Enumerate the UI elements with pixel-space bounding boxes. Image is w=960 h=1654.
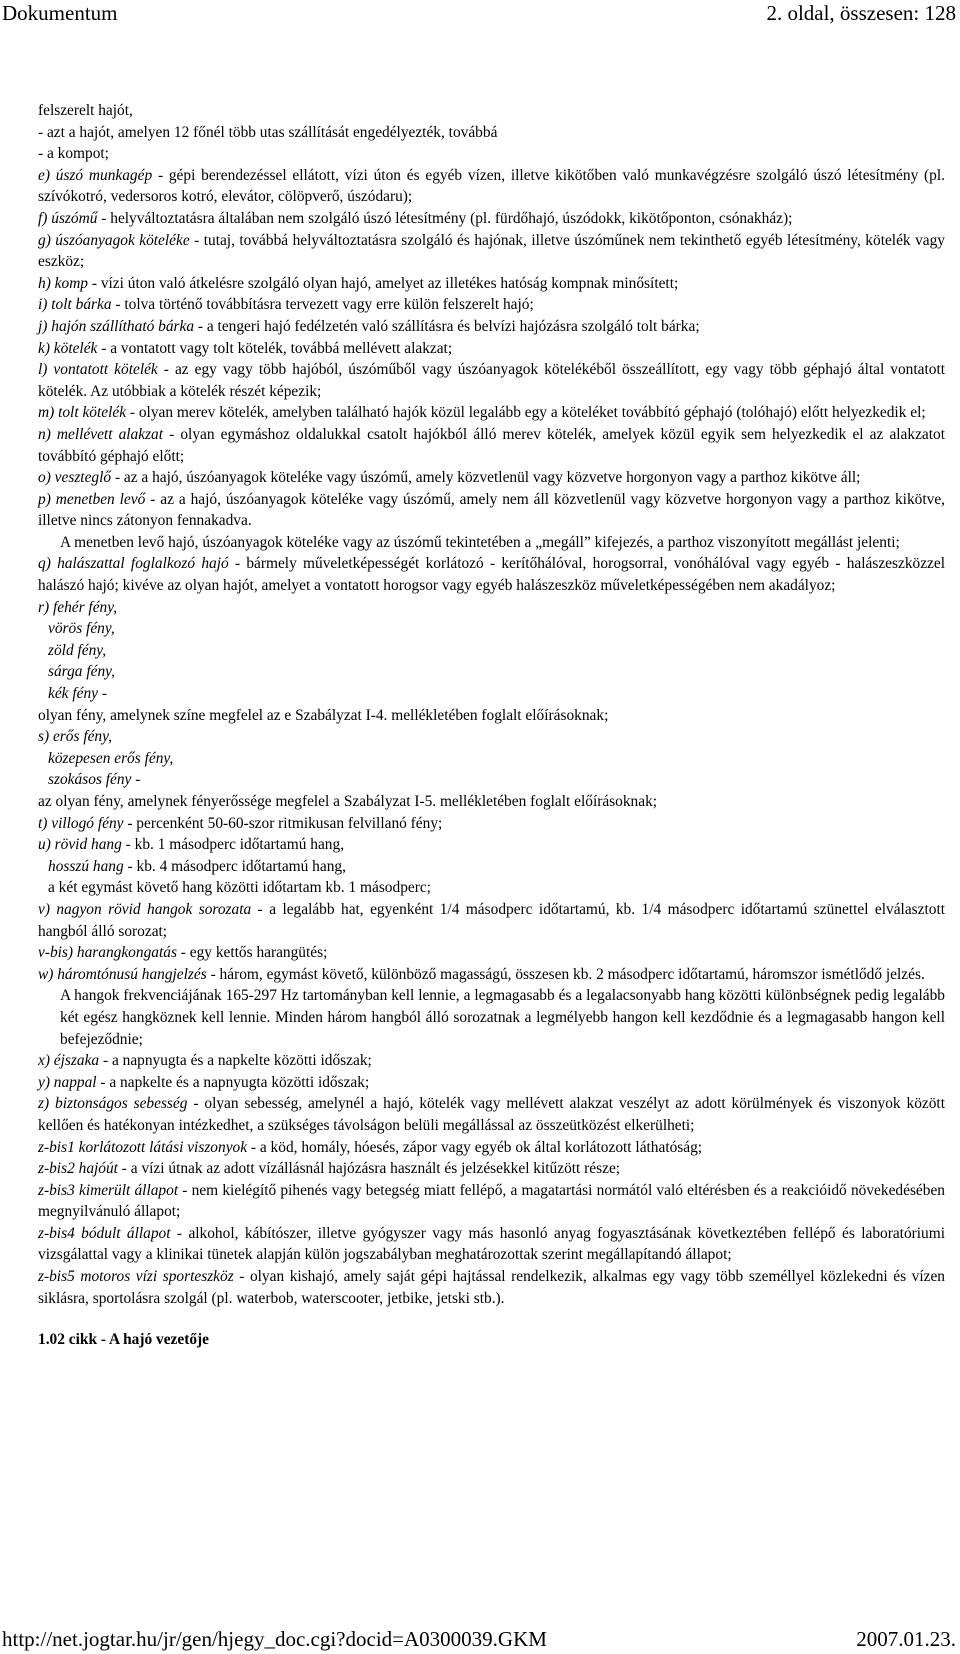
list-item: vörös fény,	[48, 620, 115, 638]
term: i) tolt bárka	[38, 296, 112, 314]
definition-z-bis2: z-bis2 hajóút - a vízi útnak az adott vízállásnál hajózásra használt és jelzésekkel kitűzött része;	[38, 1160, 621, 1178]
definition-r: r) fehér fény,	[38, 598, 118, 616]
definition-z-bis3: z-bis3 kimerült állapot - nem kielégítő pihenés vagy betegség miatt fellépő, a magatartási normától való eltérésben és a reakcióidő növekedésében megnyilvánuló állapot;	[38, 1181, 945, 1221]
term: x) éjszaka	[38, 1052, 100, 1070]
term: w) háromtónusú hangjelzés	[38, 965, 207, 983]
definition-i: i) tolt bárka - tolva történő továbbításra tervezett vagy erre külön felszerelt hajó;	[38, 296, 534, 314]
list-item: sárga fény,	[48, 663, 115, 681]
definition-x: x) éjszaka - a napnyugta és a napkelte közötti időszak;	[38, 1052, 372, 1070]
definition-z-bis1: z-bis1 korlátozott látási viszonyok - a köd, homály, hóesés, zápor vagy egyéb ok által korlátozott láthatóság;	[38, 1138, 703, 1156]
definition-g: g) úszóanyagok köteléke - tutaj, továbbá helyváltoztatásra szolgáló és hajónak, illetve úszóműnek nem tekinthető egyéb létesítmény, kötelék vagy eszköz;	[38, 231, 945, 271]
page-counter: 2. oldal, összesen: 128	[766, 1, 956, 25]
term: v-bis) harangkongatás	[38, 944, 177, 962]
term: o) veszteglő	[38, 469, 112, 487]
definition-j: j) hajón szállítható bárka - a tengeri hajó fedélzetén való szállításra és belvízi hajózásra szolgáló tolt bárka;	[38, 317, 700, 335]
term: l) vontatott kötelék	[38, 361, 158, 379]
text-line: felszerelt hajót,	[38, 102, 133, 119]
term: z-bis4 bódult állapot	[38, 1224, 171, 1242]
definition-z-bis4: z-bis4 bódult állapot - alkohol, kábítószer, illetve gyógyszer vagy más hasonló anyag fogyasztásának következtében fellépő és laboratóriumi vizsgálattal vagy a klinikai tünetek alapján külön jogszabályban meghatározottak szerint megállapítandó állapot;	[38, 1224, 945, 1264]
term: z-bis5 motoros vízi sporteszköz	[38, 1268, 234, 1286]
term: y) nappal	[38, 1073, 97, 1091]
definition-o: o) veszteglő - az a hajó, úszóanyagok köteléke vagy úszómű, amely közvetlenül vagy közvetve horgonyon vagy a parthoz kikötve áll;	[38, 469, 861, 487]
document-label: Dokumentum	[2, 1, 118, 25]
page-footer	[0, 1626, 960, 1654]
section-title: 1.02 cikk - A hajó vezetője	[38, 1331, 209, 1349]
term: z-bis3 kimerült állapot	[38, 1181, 179, 1199]
paragraph: A hangok frekvenciájának 165-297 Hz tartományban kell lennie, a legmagasabb és a legalacsonyabb hang közötti különbségnek pedig legalább két egész hangköznek kell lennie. Minden három hangból álló sorozatnak a legmélyebb hangon kell kezdődnie és a legmagasabb hangon kell befejeződnie;	[60, 987, 945, 1048]
term: g) úszóanyagok köteléke	[38, 231, 190, 249]
text-line: olyan fény, amelynek színe megfelel az e Szabályzat I-4. mellékletében foglalt előírásoknak;	[38, 706, 609, 724]
source-url: http://net.jogtar.hu/jr/gen/hjegy_doc.cgi?docid=A0300039.GKM	[2, 1627, 547, 1651]
term: z) biztonságos sebesség	[38, 1095, 188, 1113]
list-item: a két egymást követő hang közötti időtartam kb. 1 másodperc;	[48, 879, 431, 897]
term: z-bis2 hajóút	[38, 1160, 118, 1178]
definition-u: u) rövid hang - kb. 1 másodperc időtartamú hang,	[38, 836, 345, 854]
term: q) halászattal foglalkozó hajó	[38, 555, 229, 573]
list-item: szokásos fény -	[48, 771, 141, 789]
term: hosszú hang	[48, 857, 124, 875]
definition-v: v) nagyon rövid hangok sorozata - a legalább hat, egyenként 1/4 másodperc időtartamú, kb. 1/4 másodperc időtartamú szünettel elválasztott hangból álló sorozat;	[38, 900, 946, 940]
list-item: közepesen erős fény,	[48, 749, 174, 767]
list-item: zöld fény,	[48, 641, 107, 659]
definition-l: l) vontatott kötelék - az egy vagy több hajóból, úszóműből vagy úszóanyagok kötelékéből összeállított, egy vagy több géphajó által vontatott kötelék. Az utóbbiak a kötelék részét képezik;	[38, 361, 945, 400]
definition-w: w) háromtónusú hangjelzés - három, egymást követő, különböző magasságú, összesen kb. 2 másodperc időtartamú, háromszor ismétlődő jelzés.	[38, 965, 925, 983]
definition-t: t) villogó fény - percenként 50-60-szor ritmikusan felvillanó fény;	[38, 814, 443, 832]
term: z-bis1 korlátozott látási viszonyok	[38, 1138, 248, 1156]
definition-v-bis: v-bis) harangkongatás - egy kettős harangütés;	[38, 944, 328, 962]
definition-m: m) tolt kötelék - olyan merev kötelék, amelyben található hajók közül legalább egy a köteléket továbbító géphajó (tolóhajó) előtt helyezkedik el;	[38, 404, 926, 422]
definition-z: z) biztonságos sebesség - olyan sebesség, amelynél a hajó, kötelék vagy mellévett alakzat veszélyt az adott körülmények és viszonyok között kellően és hatékonyan intézkedhet, a szükséges távolságon belüli megállással az összeütközést elkerülheti;	[38, 1095, 945, 1134]
term: k) kötelék	[38, 339, 98, 357]
text-line: - a kompot;	[38, 145, 109, 163]
definition-h: h) komp - vízi úton való átkelésre szolgáló olyan hajó, amelyet az illetékes hatóság kompnak minősített;	[38, 274, 679, 292]
definition-k: k) kötelék - a vontatott vagy tolt kötelék, továbbá mellévett alakzat;	[38, 339, 453, 357]
definition-p: p) menetben levő - az a hajó, úszóanyagok köteléke vagy úszómű, amely nem áll közvetlenül vagy közvetve horgonyon vagy a parthoz kikötve, illetve nincs zátonyon fennakadva.	[38, 490, 946, 530]
term: u) rövid hang	[38, 836, 122, 854]
term: e) úszó munkagép	[38, 166, 153, 184]
term: p) menetben levő	[38, 490, 146, 508]
term: n) mellévett alakzat	[38, 425, 164, 443]
definition-y: y) nappal - a napkelte és a napnyugta közötti időszak;	[38, 1073, 370, 1091]
term: j) hajón szállítható bárka	[38, 317, 195, 335]
paragraph: A menetben levő hajó, úszóanyagok köteléke vagy az úszómű tekintetében a „megáll” kifejezés, a parthoz viszonyított megállást jelenti;	[60, 533, 900, 551]
page-header	[0, 0, 960, 28]
definition-z-bis5: z-bis5 motoros vízi sporteszköz - olyan kishajó, amely saját gépi hajtással rendelkezik, alkalmas egy vagy több személlyel közlekedni és vízen siklásra, sportolásra szolgál (pl. waterbob, waterscooter, jetbike, jetski stb.).	[38, 1268, 945, 1307]
text-line: az olyan fény, amelynek fényerőssége megfelel a Szabályzat I-5. mellékletében foglalt előírásoknak;	[38, 793, 658, 810]
definition-n: n) mellévett alakzat - olyan egymáshoz oldalukkal csatolt hajókból álló merev kötelék, amelyek közül egyik sem helyezkedik el az alakzatot továbbító géphajó előtt;	[38, 425, 945, 465]
term: m) tolt kötelék	[38, 404, 127, 422]
document-body	[38, 100, 945, 1351]
term: f) úszómű	[38, 209, 98, 227]
term: v) nagyon rövid hangok sorozata	[38, 900, 252, 918]
definition-e: e) úszó munkagép - gépi berendezéssel ellátott, vízi úton és egyéb vízen, illetve kikötőben való munkavégzésre szolgáló úszó létesítmény (pl. szívókotró, vedersoros kotró, elevátor, cölöpverő, úszódaru);	[38, 166, 945, 206]
term: t) villogó fény	[38, 814, 124, 832]
print-date: 2007.01.23.	[856, 1627, 956, 1651]
definition-s: s) erős fény,	[38, 728, 112, 746]
definition-f: f) úszómű - helyváltoztatásra általában nem szolgáló úszó létesítmény (pl. fürdőhajó, úszódokk, kikötőponton, csónakház);	[38, 209, 793, 227]
term: h) komp	[38, 274, 89, 292]
list-item: hosszú hang - kb. 4 másodperc időtartamú hang,	[48, 857, 346, 875]
list-item: kék fény -	[48, 685, 107, 703]
definition-q: q) halászattal foglalkozó hajó - bármely műveletképességét korlátozó - kerítőhálóval, horogsorral, vonóhálóval vagy egyéb - halászeszközzel halászó hajó; kivéve az olyan hajót, amelyet a vontatott horogsor vagy egyéb halászeszköz műveletképességében nem akadályoz;	[38, 555, 945, 595]
text-line: - azt a hajót, amelyen 12 főnél több utas szállítását engedélyezték, továbbá	[38, 123, 498, 141]
